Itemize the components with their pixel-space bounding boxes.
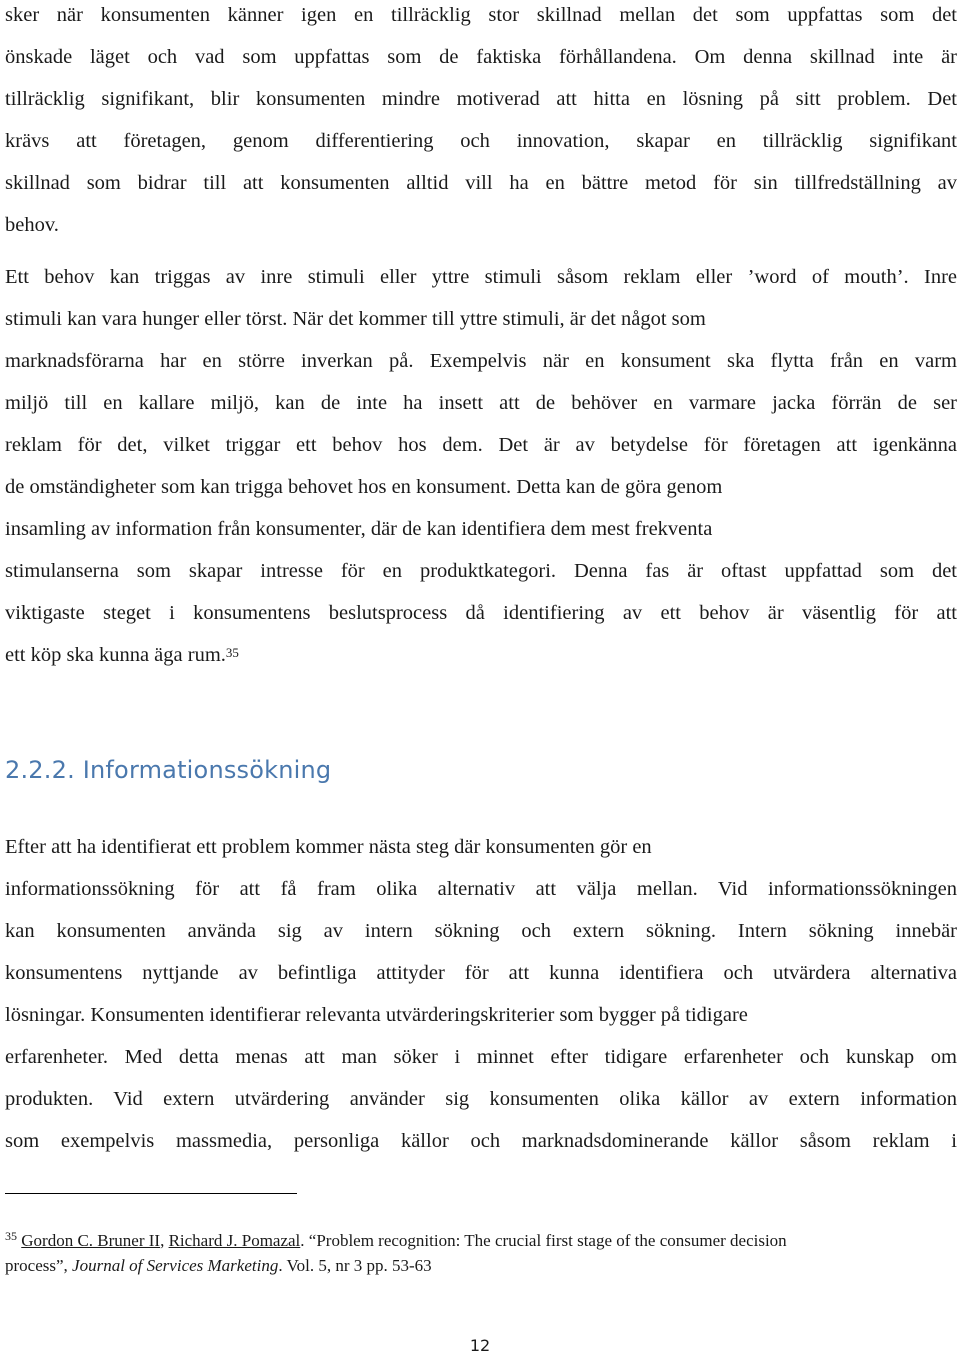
paragraph-line: sker när konsumenten känner igen en tillräcklig stor skillnad mellan det som uppfattas som det — [5, 4, 957, 26]
paragraph-line: marknadsförarna har en större inverkan på. Exempelvis när en konsument ska flytta från en varm — [5, 350, 957, 372]
footnote-separator — [5, 1193, 297, 1194]
footnote-journal: Journal of Services Marketing — [72, 1256, 279, 1275]
paragraph-line: de omständigheter som kan trigga behovet hos en konsument. Detta kan de göra genom — [5, 476, 723, 498]
paragraph-line: konsumentens nyttjande av befintliga attityder för att kunna identifiera och utvärdera alternativa — [5, 962, 957, 984]
section-heading: 2.2.2. Informationssökning — [5, 756, 332, 784]
footnote-separator-text: , — [160, 1231, 169, 1250]
paragraph-need-recognition — [5, 0, 957, 246]
paragraph-line: miljö till en kallare miljö, kan de inte ha insett att de behöver en varmare jacka förrän de ser — [5, 392, 957, 414]
paragraph-line: krävs att företagen, genom differentiering och innovation, skapar en tillräcklig signifikant — [5, 130, 957, 152]
paragraph-line: skillnad som bidrar till att konsumenten alltid vill ha en bättre metod för sin tillfredställning av — [5, 172, 957, 194]
paragraph-line: reklam för det, vilket triggar ett behov hos dem. Det är av betydelse för företagen att igenkänna — [5, 434, 957, 456]
paragraph-information-search — [5, 826, 957, 1162]
footnote-text: . Vol. 5, nr 3 pp. 53-63 — [278, 1256, 432, 1275]
paragraph-line-text: ett köp ska kunna äga rum. — [5, 644, 226, 666]
paragraph-line: insamling av information från konsumenter, där de kan identifiera dem mest frekventa — [5, 518, 713, 540]
footnote-reference[interactable]: 35 — [225, 645, 239, 660]
paragraph-line: önskade läget och vad som uppfattas som de faktiska förhållandena. Om denna skillnad inte är — [5, 46, 957, 68]
paragraph-line-last — [5, 634, 957, 676]
footnote-line-2 — [5, 1253, 945, 1278]
paragraph-stimuli — [5, 256, 957, 676]
paragraph-line: kan konsumenten använda sig av intern sökning och extern sökning. Intern sökning innebär — [5, 920, 957, 942]
paragraph-line: produkten. Vid extern utvärdering använder sig konsumenten olika källor av extern information — [5, 1088, 957, 1110]
paragraph-line: stimulanserna som skapar intresse för en produktkategori. Denna fas är oftast uppfattad som det — [5, 560, 957, 582]
paragraph-line: tillräcklig signifikant, blir konsumenten mindre motiverad att hitta en lösning på sitt problem. Det — [5, 88, 957, 110]
page-number: 12 — [469, 1336, 491, 1355]
footnote — [5, 1228, 945, 1278]
footnote-text: process”, — [5, 1256, 73, 1275]
paragraph-line: behov. — [5, 214, 59, 236]
footnote-author-link[interactable]: Gordon C. Bruner II — [21, 1231, 161, 1250]
paragraph-line: viktigaste steget i konsumentens beslutsprocess då identifiering av ett behov är väsentlig för att — [5, 602, 957, 624]
paragraph-line: Efter att ha identifierat ett problem kommer nästa steg där konsumenten gör en — [5, 836, 652, 858]
paragraph-line: Ett behov kan triggas av inre stimuli eller yttre stimuli såsom reklam eller ’word of mouth’. Inre — [5, 266, 957, 288]
paragraph-line: som exempelvis massmedia, personliga källor och marknadsdominerande källor såsom reklam i — [5, 1130, 957, 1152]
paragraph-line: informationssökning för att få fram olika alternativ att välja mellan. Vid informationssökningen — [5, 878, 957, 900]
paragraph-line: stimuli kan vara hunger eller törst. När det kommer till yttre stimuli, är det något som — [5, 308, 706, 330]
footnote-line-1 — [5, 1228, 945, 1253]
footnote-number: 35 — [5, 1229, 17, 1243]
paragraph-line: lösningar. Konsumenten identifierar relevanta utvärderingskriterier som bygger på tidigare — [5, 1004, 748, 1026]
footnote-author-link[interactable]: Richard J. Pomazal — [168, 1231, 301, 1250]
footnote-title-text: . “Problem recognition: The crucial first stage of the consumer decision — [300, 1231, 787, 1250]
paragraph-line: erfarenheter. Med detta menas att man söker i minnet efter tidigare erfarenheter och kunskap om — [5, 1046, 957, 1068]
